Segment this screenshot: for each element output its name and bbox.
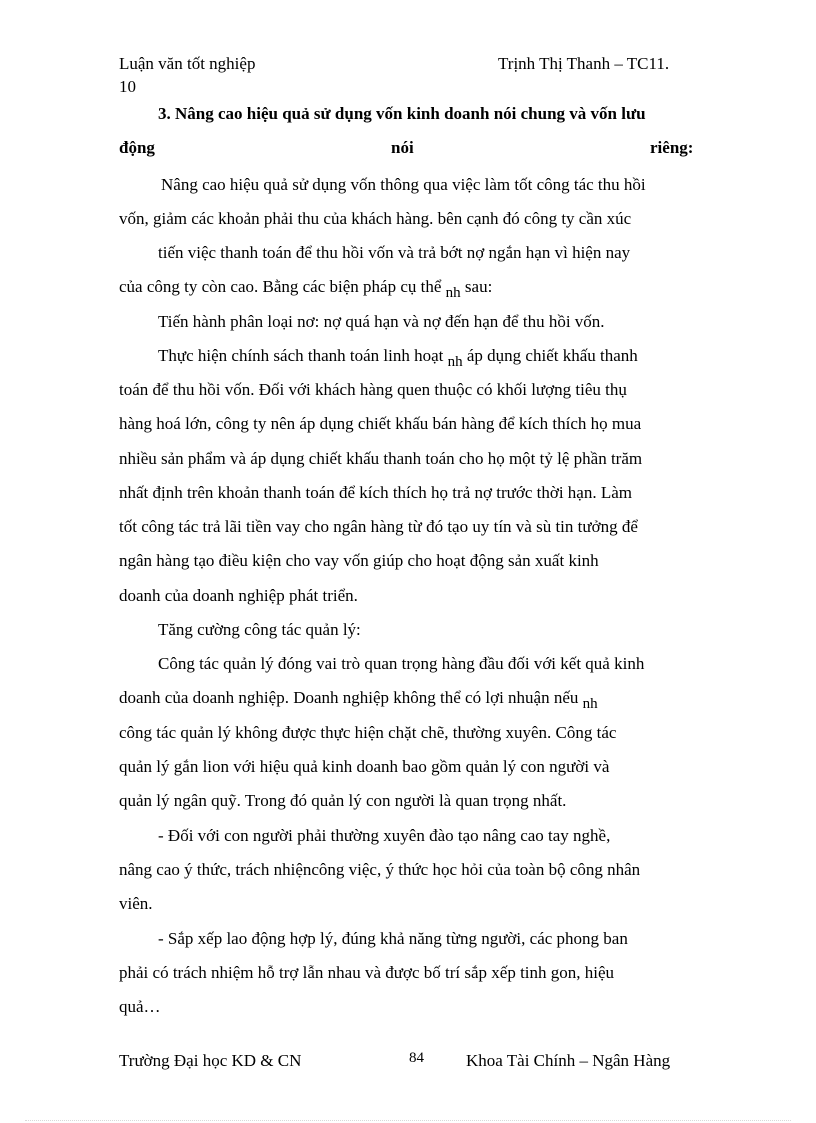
body-line: tốt công tác trả lãi tiền vay cho ngân hàng từ đó tạo uy tín và sù tin tưởng để xyxy=(119,517,638,536)
body-line: - Đối với con người phải thường xuyên đào tạo nâng cao tay nghề, xyxy=(158,826,611,845)
body-line: nhiều sản phẩm và áp dụng chiết khấu thanh toán cho họ một tỷ lệ phần trăm xyxy=(119,449,643,468)
body-line: ngân hàng tạo điều kiện cho vay vốn giúp cho hoạt động sản xuất kinh xyxy=(119,551,599,570)
header-number: 10 xyxy=(119,77,136,96)
body-text: của công ty còn cao. Bằng các biện pháp cụ thể xyxy=(119,277,442,296)
body-line: quản lý ngân quỹ. Trong đó quản lý con người là quan trọng nhất. xyxy=(119,791,567,810)
body-text: sau: xyxy=(464,277,493,296)
body-line: vốn, giảm các khoản phải thu của khách hàng. bên cạnh đó công ty cần xúc xyxy=(119,209,632,228)
body-text: áp dụng chiết khấu thanh xyxy=(466,346,638,365)
body-line: viên. xyxy=(119,894,153,913)
header-right: Trịnh Thị Thanh – TC11. xyxy=(498,54,670,73)
body-line: doanh của doanh nghiệp phát triển. xyxy=(119,586,358,605)
body-line: Nâng cao hiệu quả sử dụng vốn thông qua việc làm tốt công tác thu hồi xyxy=(161,175,646,194)
section-title-word-1: động xyxy=(119,138,155,157)
body-text: Thực hiện chính sách thanh toán linh hoạt xyxy=(158,346,444,365)
body-text: doanh của doanh nghiệp. Doanh nghiệp không thể có lợi nhuận nếu xyxy=(119,688,579,707)
body-line: Công tác quản lý đóng vai trò quan trọng hàng đầu đối với kết quả kinh xyxy=(158,654,645,673)
body-line: Tiến hành phân loại nơ: nợ quá hạn và nợ đến hạn để thu hồi vốn. xyxy=(158,312,605,331)
body-line: quả… xyxy=(119,997,161,1016)
body-line: - Sắp xếp lao động hợp lý, đúng khả năng từng người, các phong ban xyxy=(158,929,628,948)
body-line: tiến việc thanh toán để thu hồi vốn và trả bớt nợ ngắn hạn vì hiện nay xyxy=(158,243,631,262)
footer-left: Trường Đại học KD & CN xyxy=(119,1051,302,1070)
footer-right: Khoa Tài Chính – Ngân Hàng xyxy=(466,1051,671,1070)
body-line xyxy=(158,345,638,368)
body-line xyxy=(119,687,598,710)
body-line: phải có trách nhiệm hỗ trợ lẫn nhau và được bố trí sắp xếp tinh gon, hiệu xyxy=(119,963,615,982)
body-line: Tăng cường công tác quản lý: xyxy=(158,620,361,639)
body-line: công tác quản lý không được thực hiện chặt chẽ, thường xuyên. Công tác xyxy=(119,723,617,742)
body-line: nâng cao ý thức, trách nhiệncông việc, ý thức học hỏi của toàn bộ công nhân xyxy=(119,860,641,879)
body-line: nhất định trên khoản thanh toán để kích thích họ trả nợ trước thời hạn. Làm xyxy=(119,483,632,502)
body-line: quản lý gắn lion với hiệu quả kinh doanh bao gồm quản lý con người và xyxy=(119,757,610,776)
section-title-word-2: nói xyxy=(391,138,414,157)
section-title-line1: 3. Nâng cao hiệu quả sử dụng vốn kinh doanh nói chung và vốn lưu xyxy=(158,104,646,123)
body-subscript: nh xyxy=(582,696,598,712)
body-line: hàng hoá lớn, công ty nên áp dụng chiết khấu bán hàng để kích thích họ mua xyxy=(119,414,642,433)
header-left: Luận văn tốt nghiệp xyxy=(119,54,256,73)
body-line: toán để thu hồi vốn. Đối với khách hàng quen thuộc có khối lượng tiêu thụ xyxy=(119,380,627,399)
page-bottom-divider xyxy=(25,1120,791,1121)
body-subscript: nh xyxy=(447,354,463,370)
section-title-word-3: riêng: xyxy=(650,138,694,157)
body-subscript: nh xyxy=(445,285,461,301)
body-line xyxy=(119,276,492,299)
footer-page-number: 84 xyxy=(409,1050,424,1066)
